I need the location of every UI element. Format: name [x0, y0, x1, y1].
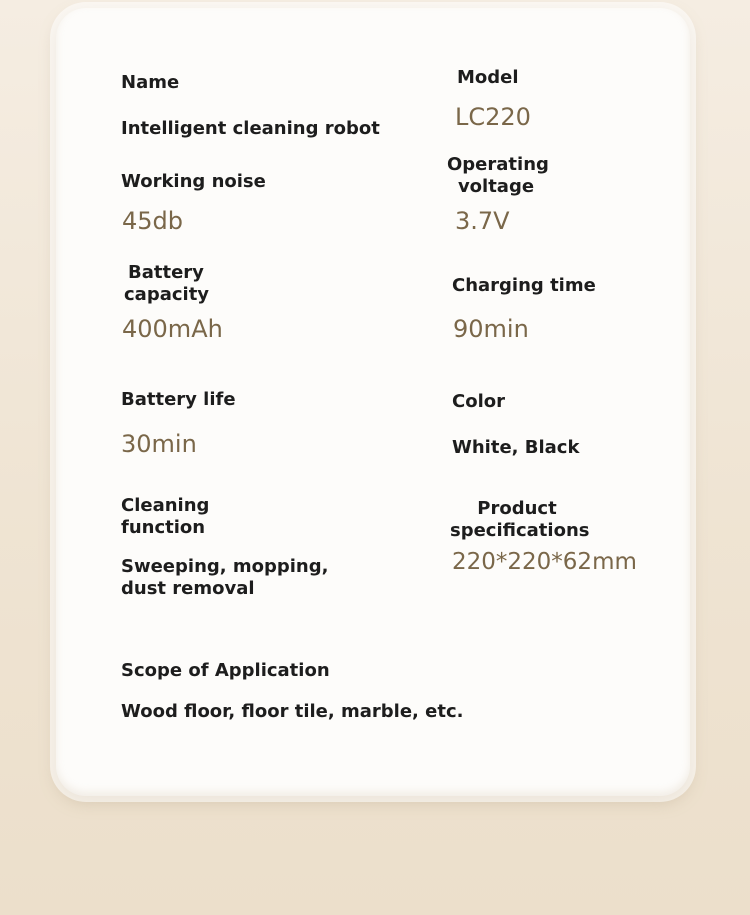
model-value: LC220	[455, 103, 531, 131]
charging-time-value: 90min	[453, 315, 529, 343]
operating-voltage-value: 3.7V	[455, 207, 510, 235]
name-value: Intelligent cleaning robot	[121, 118, 380, 139]
operating-voltage-label	[447, 154, 549, 198]
battery-life-value: 30min	[121, 430, 197, 458]
product-specifications-label-line2: specifications	[450, 520, 590, 541]
working-noise-value: 45db	[122, 207, 184, 235]
working-noise-label: Working noise	[121, 171, 266, 192]
battery-capacity-value: 400mAh	[122, 315, 223, 343]
color-value: White, Black	[452, 437, 580, 458]
charging-time-label: Charging time	[452, 275, 596, 296]
cleaning-function-label-line2: function	[121, 517, 206, 538]
color-label: Color	[452, 391, 505, 412]
product-specifications-label-line1: Product	[477, 498, 557, 519]
cleaning-function-label-line1: Cleaning	[121, 495, 210, 516]
cleaning-function-value-line2: dust removal	[121, 578, 255, 599]
battery-capacity-label-line2: capacity	[124, 284, 210, 305]
name-label: Name	[121, 72, 180, 93]
product-specifications-label	[450, 498, 590, 542]
battery-life-label: Battery life	[121, 389, 236, 410]
cleaning-function-value-line1: Sweeping, mopping,	[121, 556, 329, 577]
operating-voltage-label-line2: voltage	[457, 176, 535, 197]
scope-label: Scope of Application	[121, 660, 330, 681]
battery-capacity-label	[124, 262, 209, 306]
battery-capacity-label-line1: Battery	[128, 262, 204, 283]
operating-voltage-label-line1: Operating	[447, 154, 549, 175]
product-specifications-value: 220*220*62mm	[452, 549, 637, 575]
scope-value: Wood floor, floor tile, marble, etc.	[121, 701, 464, 722]
cleaning-function-value	[121, 556, 328, 600]
cleaning-function-label	[121, 495, 209, 539]
model-label: Model	[457, 67, 519, 88]
